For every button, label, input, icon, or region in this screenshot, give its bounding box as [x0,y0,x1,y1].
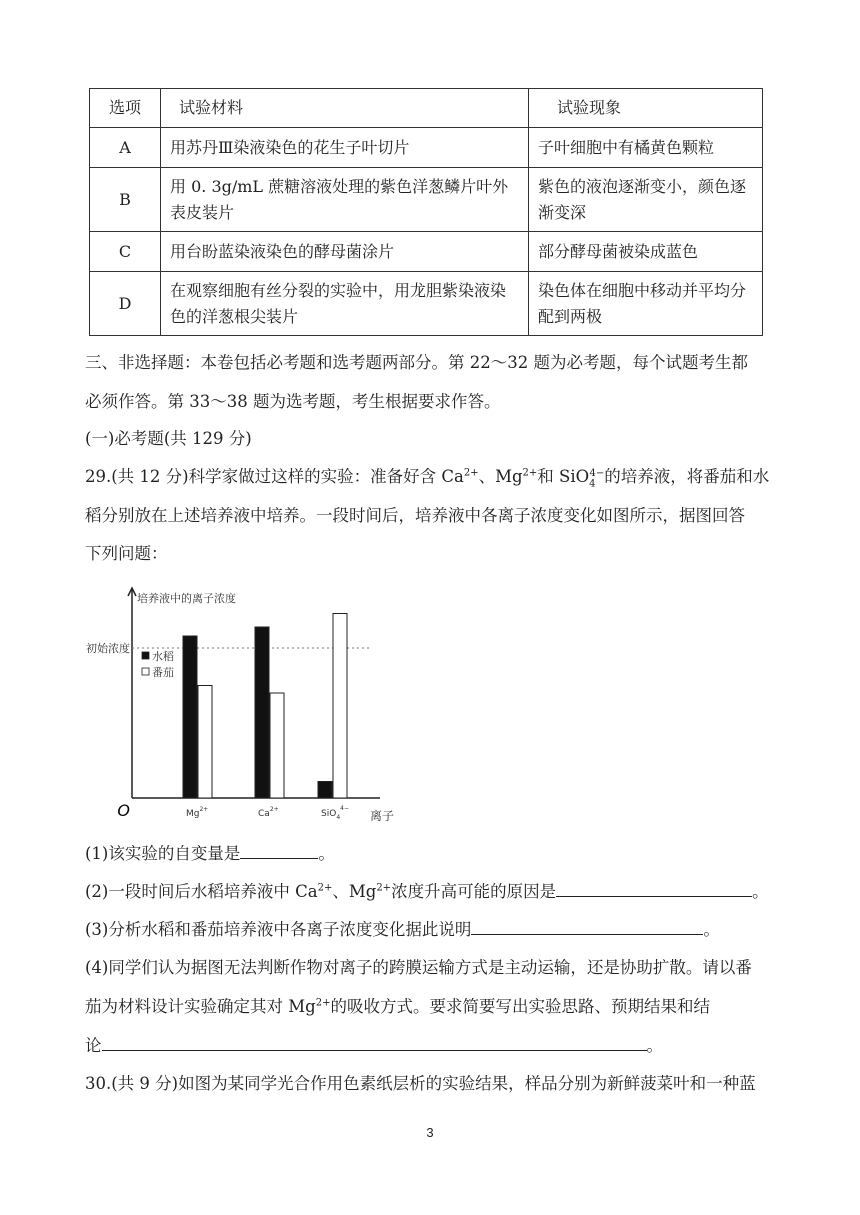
row-material: 在观察细胞有丝分裂的实验中，用龙胆紫染液染色的洋葱根尖装片 [161,272,529,336]
answer-blank[interactable] [102,1034,647,1051]
q29-text: 的培养液，将番茄和水 [604,467,770,486]
answer-blank[interactable] [556,880,752,897]
bar [255,627,269,798]
answer-blank[interactable] [240,842,318,859]
table-header-row [90,89,763,128]
bar [270,693,284,798]
table-row [90,272,763,336]
subscript: 4 [589,478,596,490]
row-phenomenon: 子叶细胞中有橘黄色颗粒 [529,128,763,168]
bar [318,782,332,799]
question-text: 、Mg [332,882,377,901]
q29-line3: 下列问题： [85,544,168,563]
superscript: 2+ [317,882,333,894]
header-option: 选项 [90,89,161,128]
table-row [90,232,763,272]
y-axis-label: 培养液中的离子浓度 [137,592,236,605]
row-material: 用 0. 3g/mL 蔗糖溶液处理的紫色洋葱鳞片叶外表皮装片 [161,168,529,232]
punct: 。 [646,1036,663,1055]
row-phenomenon: 紫色的液泡逐渐变小，颜色逐渐变深 [529,168,763,232]
row-option: A [90,128,161,168]
q29-text: 、Mg [478,467,523,486]
section3-line2: 必须作答。第 33～38 题为选考题，考生根据要求作答。 [85,392,501,411]
x-tick-label: $Ca^{2+}$ [258,806,279,819]
row-option: C [90,232,161,272]
section3-line1: 三、非选择题：本卷包括必考题和选考题两部分。第 22～32 题为必考题，每个试题考生都 [85,353,748,372]
x-tick-label: $Mg^{2+}$ [186,806,209,819]
question-text: (1)该实验的自变量是 [85,844,241,863]
q29-p4-line1: (4)同学们认为据图无法判断作物对离子的跨膜运输方式是主动运输，还是协助扩散。请以番 [85,958,752,977]
table-row [90,128,763,168]
q29-p4-line2 [85,996,775,1018]
superscript: 4− [589,467,605,479]
question-text: 浓度升高可能的原因是 [391,882,557,901]
legend-swatch [142,652,149,659]
header-material: 试验材料 [161,89,529,128]
q29-line1 [85,466,775,488]
q29-text: 和 SiO [537,467,590,486]
section3-sub: (一)必考题(共 129 分) [85,429,252,448]
row-option: B [90,168,161,232]
bar [333,614,347,799]
punct: 。 [318,844,335,863]
origin-label: O [117,801,130,820]
q29-text: 29.(共 12 分)科学家做过这样的实验：准备好含 Ca [85,467,464,486]
superscript: 2+ [522,467,538,479]
row-material: 用台盼蓝染液染色的酵母菌涂片 [161,232,529,272]
question-text: 论 [85,1036,102,1055]
question-text: 的吸收方式。要求简要写出实验思路、预期结果和结 [330,997,710,1016]
q29-p4-line3 [85,1034,775,1057]
options-table [89,88,763,336]
q30-line1: 30.(共 9 分)如图为某同学光合作用色素纸层析的实验结果，样品分别为新鲜菠菜叶和一种蓝 [85,1074,756,1093]
row-material: 用苏丹Ⅲ染液染色的花生子叶切片 [161,128,529,168]
q29-p1 [85,842,775,865]
row-phenomenon: 染色体在细胞中移动并平均分配到两极 [529,272,763,336]
table-row [90,168,763,232]
superscript: 2+ [463,467,479,479]
row-option: D [90,272,161,336]
superscript: 2+ [376,882,392,894]
superscript: 2+ [315,997,331,1009]
legend-swatch [142,668,149,675]
bar [198,686,212,799]
initial-concentration-label: 初始浓度 [86,642,130,655]
question-text: (3)分析水稻和番茄培养液中各离子浓度变化据此说明 [85,920,472,939]
x-axis-label: 离子 [370,809,395,823]
legend-label: 水稻 [152,650,174,663]
row-phenomenon: 部分酵母菌被染成蓝色 [529,232,763,272]
header-phenomenon: 试验现象 [529,89,763,128]
legend-label: 番茄 [152,666,174,679]
q29-p2 [85,880,775,903]
ion-concentration-chart [80,578,400,828]
bar [183,636,197,798]
question-text: (2)一段时间后水稻培养液中 Ca [85,882,318,901]
q29-line2: 稻分别放在上述培养液中培养。一段时间后，培养液中各离子浓度变化如图所示，据图回答 [85,506,745,525]
x-tick-label: SiO$_4^{4-}$ [321,805,349,821]
punct: 。 [752,882,769,901]
punct: 。 [703,920,720,939]
question-text: 茄为材料设计实验确定其对 Mg [85,997,316,1016]
page-number: 3 [426,1125,434,1140]
q29-p3 [85,918,775,941]
answer-blank[interactable] [471,918,703,935]
